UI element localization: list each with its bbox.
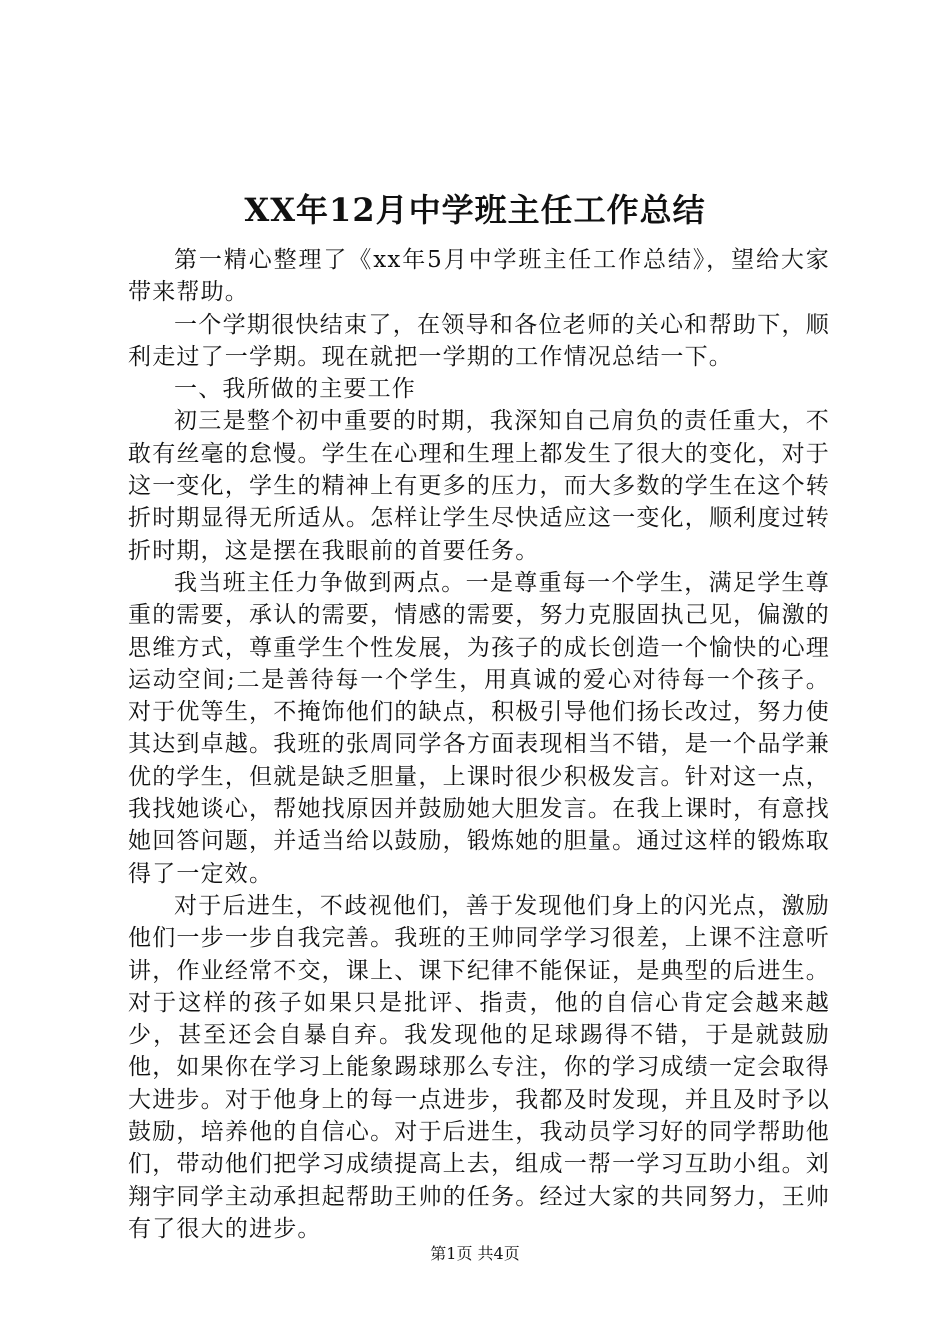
document-title: XX年12月中学班主任工作总结 — [244, 191, 706, 229]
document-body — [128, 244, 830, 1245]
paragraph-two-points: 我当班主任力争做到两点。一是尊重每一个学生，满足学生尊重的需要，承认的需要，情感的需要，努力克服固执己见，偏激的思维方式，尊重学生个性发展，为孩子的成长创造一个愉快的心理运动空间;二是善待每一个学生，用真诚的爱心对待每一个孩子。对于优等生，不掩饰他们的缺点，积极引导他们扬长改过，努力使其达到卓越。我班的张周同学各方面表现相当不错，是一个品学兼优的学生，但就是缺乏胆量，上课时很少积极发言。针对这一点，我找她谈心，帮她找原因并鼓励她大胆发言。在我上课时，有意找她回答问题，并适当给以鼓励，锻炼她的胆量。通过这样的锻炼取得了一定效。 — [128, 569, 830, 887]
paragraph-opening: 一个学期很快结束了，在领导和各位老师的关心和帮助下，顺利走过了一学期。现在就把一学期的工作情况总结一下。 — [128, 311, 830, 370]
section-heading: 一、我所做的主要工作 — [174, 376, 416, 403]
paragraph-grade-three: 初三是整个初中重要的时期，我深知自己肩负的责任重大，不敢有丝毫的怠慢。学生在心理和生理上都发生了很大的变化，对于这一变化，学生的精神上有更多的压力，而大多数的学生在这个转折时期显得无所适从。怎样让学生尽快适应这一变化，顺利度过转折时期，这是摆在我眼前的首要任务。 — [128, 408, 830, 564]
page-number-footer: 第1页 共4页 — [430, 1244, 520, 1263]
paragraph-intro: 第一精心整理了《xx年5月中学班主任工作总结》，望给大家带来帮助。 — [128, 247, 830, 306]
paragraph-struggling-students: 对于后进生，不歧视他们，善于发现他们身上的闪光点，激励他们一步一步自我完善。我班的王帅同学学习很差，上课不注意听讲，作业经常不交，课上、课下纪律不能保证，是典型的后进生。对于这样的孩子如果只是批评、指责，他的自信心肯定会越来越少，甚至还会自暴自弃。我发现他的足球踢得不错，于是就鼓励他，如果你在学习上能象踢球那么专注，你的学习成绩一定会取得大进步。对于他身上的每一点进步，我都及时发现，并且及时予以鼓励，培养他的自信心。对于后进生，我动员学习好的同学帮助他们，带动他们把学习成绩提高上去，组成一帮一学习互助小组。刘翔宇同学主动承担起帮助王帅的任务。经过大家的共同努力，王帅有了很大的进步。 — [128, 892, 830, 1242]
